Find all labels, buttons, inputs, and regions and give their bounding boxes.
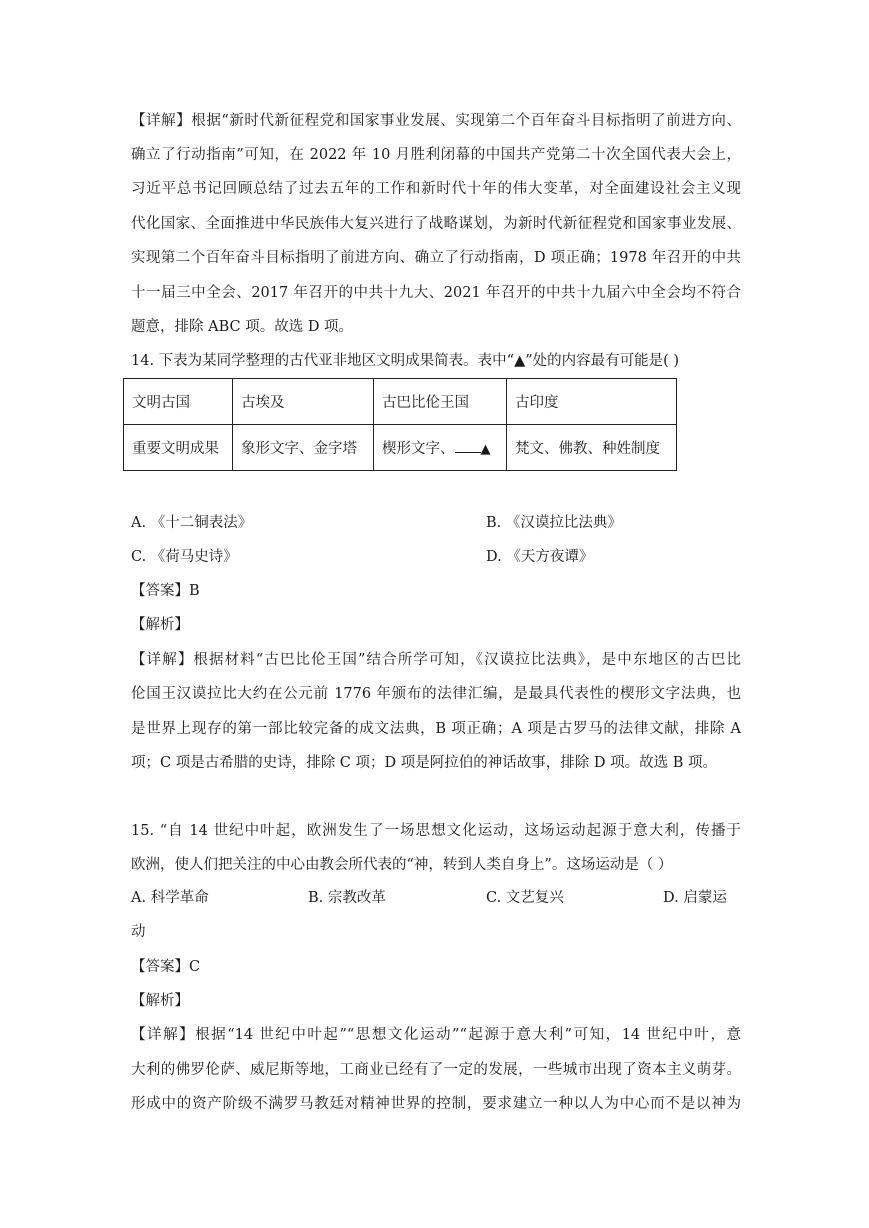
q14-detail-line: 是世界上现存的第一部比较完备的成文法典，B 项正确；A 项是古罗马的法律文献，排除 A [131, 721, 741, 737]
q14-option-a: A. 《十二铜表法》 [131, 515, 253, 531]
table-cell-text: 楔形文字、 [382, 441, 455, 457]
table-cell-with-blank [374, 425, 507, 471]
table-row-label: 重要文明成果 [124, 425, 233, 471]
q13-detail-line: 习近平总书记回顾总结了过去五年的工作和新时代十年的伟大变革，对全面建设社会主义现 [131, 181, 741, 197]
q13-detail-line: 实现第二个百年奋斗目标指明了前进方向、确立了行动指南，D 项正确；1978 年召开的中共 [131, 250, 741, 266]
q15-stem-line: 15. “自 14 世纪中叶起，欧洲发生了一场思想文化运动，这场运动起源于意大利，传播于 [131, 823, 741, 839]
q14-option-b: B. 《汉谟拉比法典》 [486, 515, 622, 531]
q15-stem-line: 欧洲，使人们把关注的中心由教会所代表的“神，转到人类自身上”。这场运动是（ ） [131, 857, 673, 873]
q15-option-a: A. 科学革命 [131, 890, 209, 906]
q13-detail-line: 代化国家、全面推进中华民族伟大复兴进行了战略谋划，为新时代新征程党和国家事业发展、 [131, 216, 741, 232]
q14-option-c: C. 《荷马史诗》 [131, 549, 238, 565]
table-header-cell: 古印度 [507, 379, 677, 425]
table-cell: 梵文、佛教、种姓制度 [507, 425, 677, 471]
q15-detail-line: 大利的佛罗伦萨、威尼斯等地，工商业已经有了一定的发展，一些城市出现了资本主义萌芽。 [131, 1062, 741, 1078]
q13-detail-line: 题意，排除 ABC 项。故选 D 项。 [131, 319, 354, 335]
table-row [124, 425, 677, 471]
fill-blank [455, 438, 481, 453]
civilization-table [123, 378, 677, 471]
q15-option-d: D. 启蒙运 [663, 890, 727, 906]
table-row [124, 379, 677, 425]
table-header-cell: 古巴比伦王国 [374, 379, 507, 425]
q13-detail-line: 【详解】根据“新时代新征程党和国家事业发展、实现第二个百年奋斗目标指明了前进方向、 [131, 113, 741, 129]
q15-analysis-label: 【解析】 [131, 993, 189, 1009]
q13-detail-line: 十一届三中全会、2017 年召开的中共十九大、2021 年召开的中共十九届六中全会均不符合 [131, 285, 741, 301]
table-header-cell: 文明古国 [124, 379, 233, 425]
q14-analysis-label: 【解析】 [131, 617, 189, 633]
table-cell: 象形文字、金字塔 [233, 425, 374, 471]
q14-detail-line: 伦国王汉谟拉比大约在公元前 1776 年颁布的法律汇编，是最具代表性的楔形文字法典，也 [131, 686, 741, 702]
q14-detail-line: 项；C 项是古希腊的史诗，排除 C 项；D 项是阿拉伯的神话故事，排除 D 项。故选 B 项。 [131, 755, 717, 771]
q15-answer: 【答案】C [131, 959, 201, 975]
q15-detail-line: 形成中的资产阶级不满罗马教廷对精神世界的控制，要求建立一种以人为中心而不是以神为 [131, 1096, 741, 1112]
table-header-cell: 古埃及 [233, 379, 374, 425]
q13-detail-line: 确立了行动指南”可知，在 2022 年 10 月胜利闭幕的中国共产党第二十次全国代表大会上， [131, 147, 741, 163]
q15-option-b: B. 宗教改革 [308, 890, 386, 906]
q15-option-c: C. 文艺复兴 [486, 890, 564, 906]
q14-stem: 14. 下表为某同学整理的古代亚非地区文明成果简表。表中“▲”处的内容最有可能是( ) [131, 353, 680, 369]
q14-detail-line: 【详解】根据材料“古巴比伦王国”结合所学可知，《汉谟拉比法典》，是中东地区的古巴比 [131, 652, 741, 668]
q14-option-d: D. 《天方夜谭》 [486, 549, 594, 565]
q15-option-d-continued: 动 [131, 924, 146, 940]
q14-answer: 【答案】B [131, 583, 200, 599]
triangle-marker: ▲ [480, 442, 491, 457]
q15-detail-line: 【详解】根据“14 世纪中叶起”“思想文化运动”“起源于意大利”可知，14 世纪中叶，意 [131, 1027, 741, 1043]
